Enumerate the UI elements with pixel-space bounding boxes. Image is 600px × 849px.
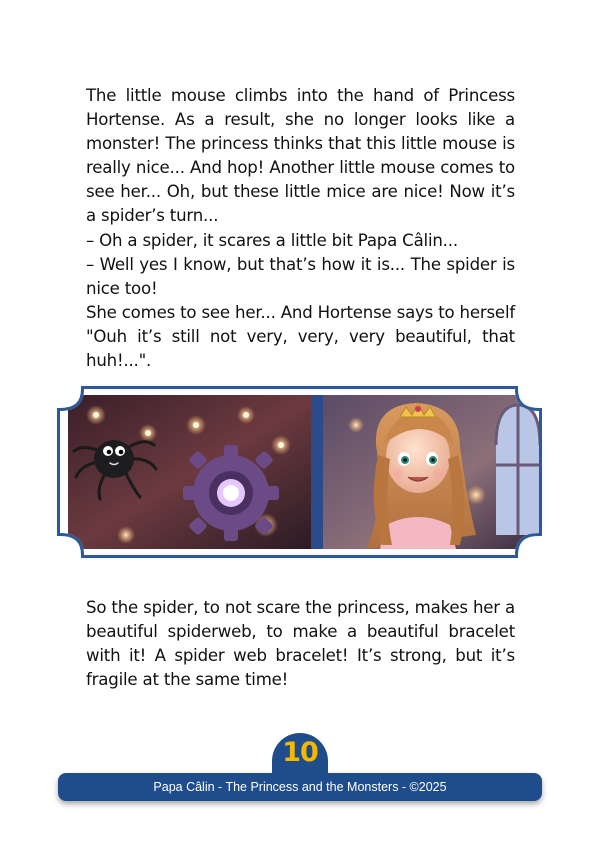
paragraph: – Well yes I know, but that’s how it is... The spider is nice too! (86, 254, 515, 298)
page-number: 10 (282, 737, 318, 768)
paragraph: – Oh a spider, it scares a little bit Papa Câlin... (86, 230, 458, 250)
story-text-top (86, 84, 515, 373)
page-number-badge (272, 733, 328, 775)
footer-text: Papa Câlin - The Princess and the Monsters - ©2025 (153, 780, 447, 794)
footer-bar (58, 773, 542, 801)
paragraph: The little mouse climbs into the hand of Princess Hortense. As a result, she no longer looks like a monster! The princess thinks that this little mouse is really nice... And hop! Another little mouse comes to see her... Oh, but these little mice are nice! Now it’s a spider’s turn... (86, 86, 515, 226)
story-text-bottom (86, 596, 515, 692)
story-illustration (56, 385, 543, 559)
paragraph: So the spider, to not scare the princess, makes her a beautiful spiderweb, to make a beautiful bracelet with it! A spider web bracelet! It’s strong, but it’s fragile at the same time! (86, 598, 515, 690)
paragraph: She comes to see her... And Hortense says to herself "Ouh it’s still not very, very, very beautiful, that huh!...". (86, 302, 515, 371)
